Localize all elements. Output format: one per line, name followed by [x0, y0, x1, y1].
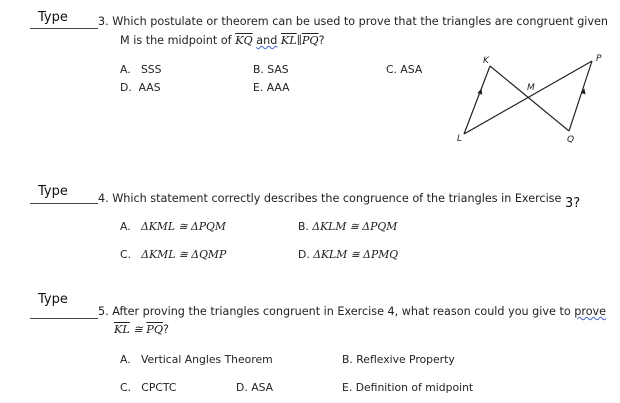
segment-kl: $\overline{KL}$ — [280, 34, 297, 47]
option-text: AAA — [266, 81, 290, 94]
point-label-p: P — [596, 54, 602, 64]
question-4-line1 — [98, 192, 561, 205]
option-letter: B. — [253, 63, 264, 76]
triangles-figure — [440, 48, 610, 150]
congruent-symbol: ≅ — [133, 323, 143, 336]
option-q3-e[interactable] — [253, 81, 289, 94]
option-text: ΔKML ≅ ΔPQM — [140, 220, 226, 233]
question-text: After proving the triangles congruent in Exercise 4, what reason could you give to — [112, 305, 571, 318]
question-text: Which statement correctly describes the congruence of the triangles in Exercise — [112, 192, 562, 205]
segment-kq: $\overline{KQ}$ — [235, 34, 253, 47]
and-word: and — [256, 34, 278, 47]
option-text: SSS — [140, 63, 162, 76]
option-text: ΔKML ≅ ΔQMP — [141, 248, 227, 261]
option-q5-a[interactable] — [120, 353, 273, 366]
option-letter: A. — [120, 63, 131, 76]
option-q3-b[interactable] — [253, 63, 289, 76]
point-label-k: K — [483, 56, 489, 66]
answer-label-q3: Type — [38, 10, 68, 25]
option-letter: D. — [298, 248, 310, 261]
option-letter: B. — [342, 353, 353, 366]
option-q4-d[interactable] — [298, 248, 398, 261]
point-label-m: M — [527, 83, 535, 93]
question-5-line2 — [114, 323, 169, 336]
option-text: Reflexive Property — [356, 353, 455, 366]
option-letter: C. — [120, 381, 131, 394]
question-3-line2 — [120, 34, 325, 47]
option-q3-c[interactable] — [386, 63, 422, 76]
option-letter: D. — [236, 381, 248, 394]
question-text-end: prove — [574, 305, 607, 318]
answer-label-q5: Type — [38, 292, 68, 307]
question-number: 3. — [98, 15, 109, 28]
segment-kq-line — [490, 66, 569, 131]
option-text: CPCTC — [141, 381, 177, 394]
option-text: AAS — [138, 81, 161, 94]
question-mark: ? — [318, 34, 325, 47]
question-text: Which postulate or theorem can be used to prove that the triangles are congruent given — [112, 15, 609, 28]
option-q5-b[interactable] — [342, 353, 455, 366]
option-q4-a[interactable] — [120, 220, 226, 233]
option-letter: C. — [120, 248, 131, 261]
option-q3-a[interactable] — [120, 63, 162, 76]
segment-pq: $\overline{PQ}$ — [146, 323, 163, 336]
answer-blank-q5[interactable] — [30, 318, 98, 319]
segment-kl: $\overline{KL}$ — [114, 323, 130, 336]
option-letter: D. — [120, 81, 132, 94]
option-q4-b[interactable] — [298, 220, 397, 233]
option-q4-c[interactable] — [120, 248, 226, 261]
question-number: 4. — [98, 192, 109, 205]
question-4-tail: 3? — [565, 196, 581, 211]
option-q5-e[interactable] — [342, 381, 473, 394]
question-5-line1 — [98, 305, 606, 318]
question-mark: ? — [163, 323, 169, 336]
option-letter: C. — [386, 63, 397, 76]
answer-label-q4: Type — [38, 184, 68, 199]
option-q3-d[interactable] — [120, 81, 161, 94]
point-label-q: Q — [567, 135, 575, 145]
point-label-l: L — [457, 134, 463, 144]
answer-blank-q4[interactable] — [30, 203, 98, 204]
answer-blank-q3[interactable] — [30, 28, 98, 29]
option-text: ASA — [251, 381, 274, 394]
option-letter: E. — [253, 81, 264, 94]
segment-pq: $\overline{PQ}$ — [301, 34, 319, 47]
segment-kl-line — [464, 66, 490, 134]
option-text: Definition of midpoint — [355, 381, 474, 394]
option-letter: E. — [342, 381, 353, 394]
parallel-symbol: ∥ — [296, 34, 302, 47]
option-text: ASA — [400, 63, 423, 76]
option-text: Vertical Angles Theorem — [140, 353, 273, 366]
option-text: ΔKLM ≅ ΔPQM — [312, 220, 398, 233]
question-3-line1 — [98, 15, 608, 28]
parallel-arrow-kl — [477, 89, 482, 95]
segment-lp-line — [464, 61, 592, 134]
option-text: SAS — [267, 63, 289, 76]
question-number: 5. — [98, 305, 109, 318]
option-letter: B. — [298, 220, 309, 233]
option-letter: A. — [120, 220, 131, 233]
option-q5-d[interactable] — [236, 381, 273, 394]
option-text: ΔKLM ≅ ΔPMQ — [313, 248, 399, 261]
option-q5-c[interactable] — [120, 381, 176, 394]
question-text: M is the midpoint of — [120, 34, 232, 47]
option-letter: A. — [120, 353, 131, 366]
